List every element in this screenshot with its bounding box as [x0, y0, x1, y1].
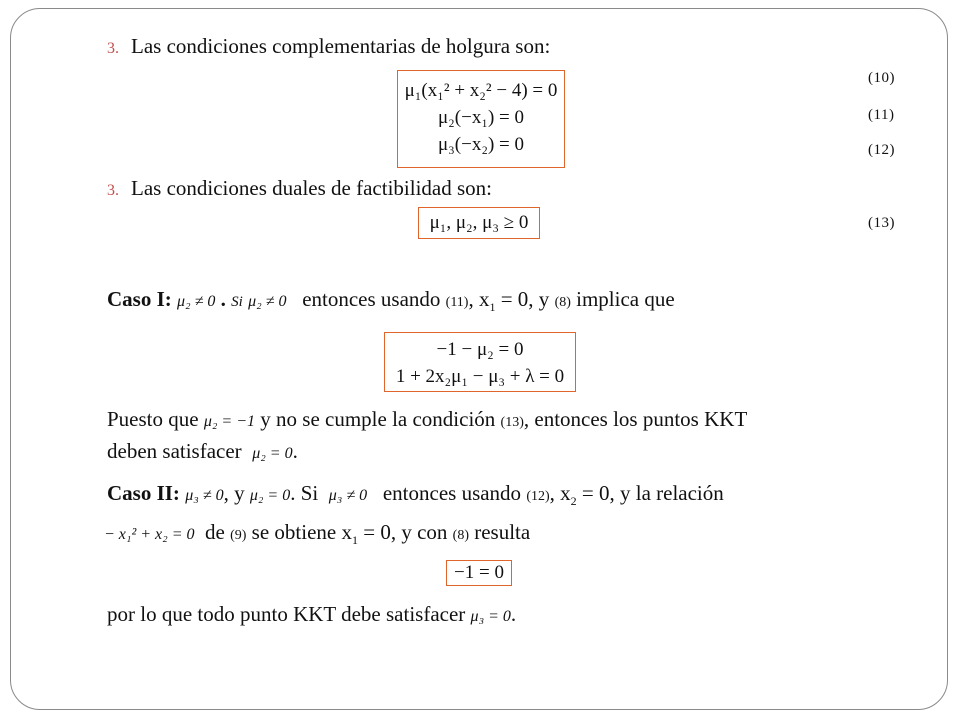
caso-2-text-c: = 0, y la relación — [576, 481, 724, 505]
caso-2-math-2: μ₂ = 0 — [249, 487, 291, 504]
caso-2-math-3: μ₃ ≠ 0 — [328, 487, 368, 504]
equation-12: μ₃(−x₂) = 0 — [437, 134, 525, 155]
caso-1-label: Caso I: — [107, 287, 172, 311]
caso-1-text-b: , x — [468, 287, 490, 311]
relacion-text-a: de — [205, 520, 225, 544]
kkt-equation-2: 1 + 2x₂μ₁ − μ₃ + λ = 0 — [395, 366, 565, 387]
relacion-line: − x₁² + x₂ = 0 de (9) se obtiene $x_1 = 0$, y con (8) resulta — [104, 520, 531, 548]
caso-2-ref-a: (12) — [526, 489, 550, 504]
puesto-text-b: y no se cumple la condición — [260, 407, 496, 431]
caso-1-si: Si — [231, 294, 243, 310]
caso-1-text-a: entonces usando — [302, 287, 441, 311]
item-2 — [107, 176, 492, 203]
caso-2-text-si: . Si — [290, 481, 319, 505]
relacion-math: − x₁² + x₂ = 0 — [104, 526, 195, 543]
caso-1-math-1: μ₂ ≠ 0 — [177, 293, 216, 310]
caso-1-text-d: implica que — [576, 287, 675, 311]
equation-number-12: (12) — [868, 142, 895, 158]
caso-2-text-b: , x — [549, 481, 571, 505]
kkt-conditions-box — [384, 332, 576, 392]
equation-13: μ₁, μ₂, μ₃ ≥ 0 — [429, 212, 529, 233]
relacion-ref-a: (9) — [230, 528, 247, 543]
kkt-equation-1: −1 − μ₂ = 0 — [436, 339, 524, 360]
relacion-text-b: se obtiene x — [251, 520, 352, 544]
puesto-line2-math: μ₂ = 0 — [252, 445, 293, 462]
equation-number-10: (10) — [868, 70, 895, 86]
caso-1-ref-a: (11) — [445, 295, 469, 310]
puesto-math: μ₂ = −1 — [203, 413, 256, 430]
puesto-text-c: , entonces los puntos KKT — [523, 407, 748, 431]
relacion-text-c: = 0, y con — [357, 520, 448, 544]
final-line — [107, 602, 516, 629]
puesto-ref: (13) — [500, 415, 524, 430]
final-text: por lo que todo punto KKT debe satisfacer — [107, 602, 466, 626]
relacion-text-d: resulta — [474, 520, 531, 544]
final-math: μ₃ = 0 — [470, 608, 511, 625]
caso-2-text-a: entonces usando — [382, 481, 522, 505]
equation-11: μ₂(−x₁) = 0 — [437, 107, 525, 128]
item-2-number: 3. — [107, 182, 119, 199]
contradiction-box — [446, 560, 512, 586]
puesto-line-1 — [107, 407, 747, 435]
dual-feasibility-box — [418, 207, 540, 239]
puesto-line2-a: deben satisfacer — [107, 439, 242, 463]
puesto-line2-end: . — [292, 439, 298, 463]
equation-10: μ₁(x₁² + x₂² − 4) = 0 — [404, 80, 558, 101]
caso-2-text-y: , y — [223, 481, 245, 505]
caso-2-math-1: μ₃ ≠ 0 — [185, 487, 224, 504]
contradiction-equation: −1 = 0 — [454, 562, 504, 583]
complementary-slackness-box — [397, 70, 565, 168]
puesto-text-a: Puesto que — [107, 407, 199, 431]
puesto-line-2 — [107, 439, 298, 466]
caso-2-label: Caso II: — [107, 481, 180, 505]
equation-number-13: (13) — [868, 215, 895, 231]
caso-1-line: Caso I: μ₂ ≠ 0 . Si μ₂ ≠ 0 entonces usando (11), $x_1 = 0$, y (8) implica que — [107, 287, 675, 315]
item-1 — [107, 34, 550, 61]
caso-2-line: Caso II: μ₃ ≠ 0, y μ₂ = 0. Si μ₃ ≠ 0 entonces usando (12), $x_2 = 0$, y la relación — [107, 481, 724, 509]
caso-1-math-2: μ₂ ≠ 0 — [248, 293, 287, 310]
caso-1-ref-b: (8) — [554, 295, 571, 310]
item-2-text: Las condiciones duales de factibilidad son: — [131, 176, 492, 200]
equation-number-11: (11) — [868, 107, 895, 123]
final-end: . — [510, 602, 517, 626]
item-1-number: 3. — [107, 40, 119, 57]
relacion-ref-b: (8) — [452, 528, 469, 543]
item-1-text: Las condiciones complementarias de holgura son: — [131, 34, 551, 58]
caso-1-text-c: = 0, y — [495, 287, 550, 311]
